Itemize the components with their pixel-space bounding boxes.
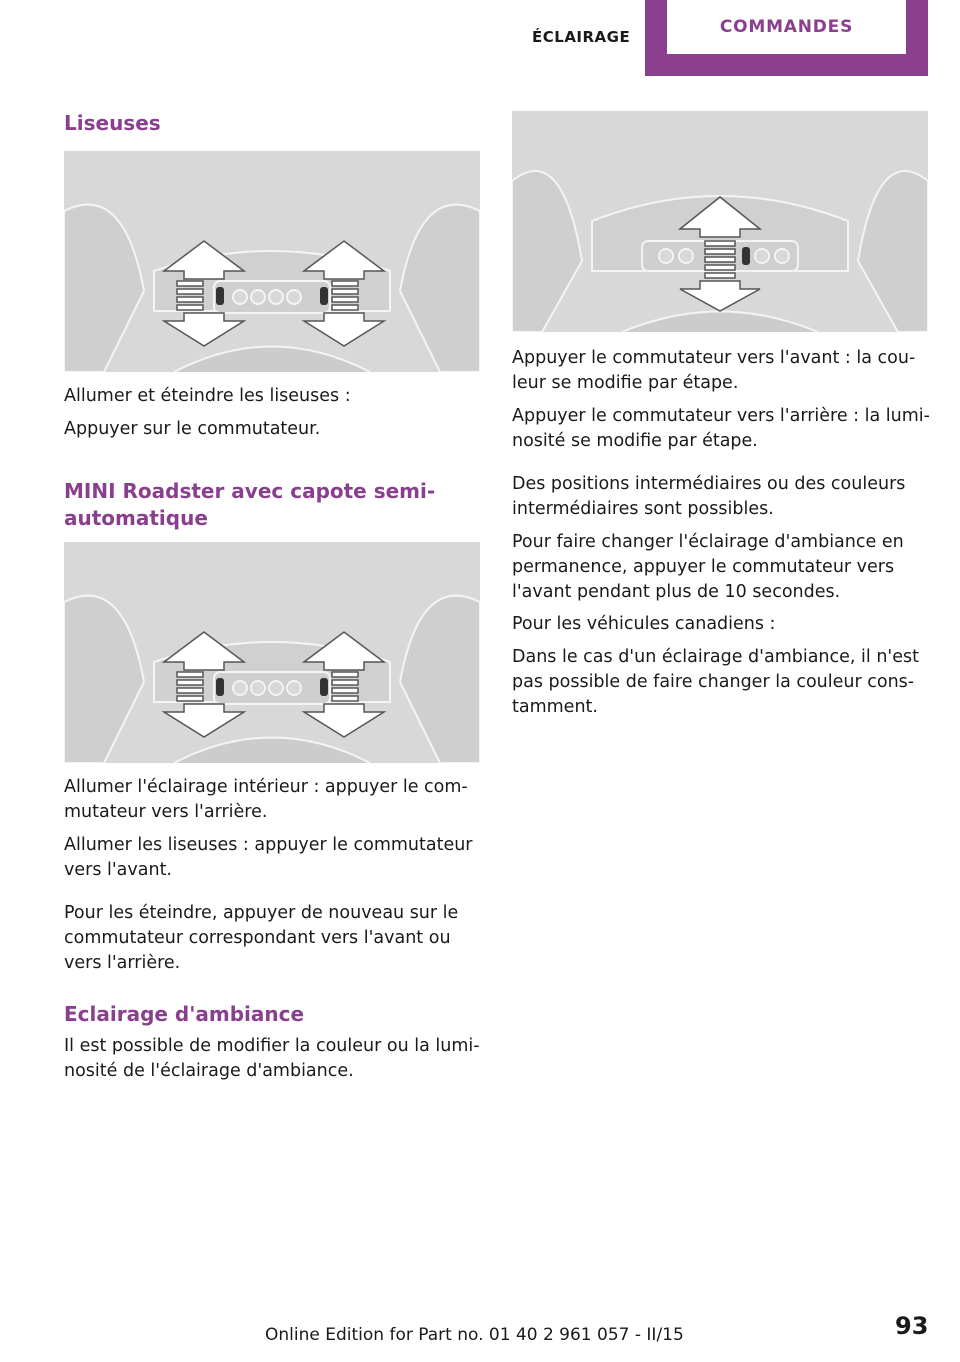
text-eteindre-line1: Pour les éteindre, appuyer de nouveau sur le: [64, 903, 459, 923]
text-ambiance-line1: Il est possible de modifier la couleur ou la lumi‐: [64, 1036, 480, 1056]
text-permanence-line2: permanence, appuyer le commutateur vers: [512, 557, 895, 577]
text-positions-line2: intermédiaires sont possibles.: [512, 499, 774, 519]
text-allumer-eclairage-line2: mutateur vers l'arrière.: [64, 802, 268, 822]
text-avant-couleur-line1: Appuyer le commutateur vers l'avant : la cou‐: [512, 348, 916, 368]
text-allumer-liseuses-line1: Allumer les liseuses : appuyer le commutateur: [64, 835, 473, 855]
heading-mini-roadster-line2: automatique: [64, 506, 208, 530]
figure-roadster-lights: [64, 542, 480, 763]
text-eteindre-line3: vers l'arrière.: [64, 953, 181, 973]
heading-liseuses: Liseuses: [64, 111, 161, 135]
heading-eclairage-ambiance: Eclairage d'ambiance: [64, 1002, 305, 1026]
text-allumer-liseuses-line2: vers l'avant.: [64, 860, 172, 880]
running-header-section: ÉCLAIRAGE: [532, 28, 631, 46]
footer-edition: Online Edition for Part no. 01 40 2 961 057 - II/15: [265, 1325, 684, 1345]
page-number: 93: [895, 1312, 929, 1340]
figure-ambient-light-switch: [512, 111, 928, 332]
text-canada-line1: Dans le cas d'un éclairage d'ambiance, il n'est: [512, 647, 919, 667]
text-allumer-liseuses: Allumer et éteindre les liseuses :: [64, 386, 351, 406]
text-canada-line3: tamment.: [512, 697, 598, 717]
text-permanence-line3: l'avant pendant plus de 10 secondes.: [512, 582, 841, 602]
text-allumer-eclairage-line1: Allumer l'éclairage intérieur : appuyer le com‐: [64, 777, 468, 797]
text-permanence-line1: Pour faire changer l'éclairage d'ambiance en: [512, 532, 904, 552]
text-vehicules-canadiens: Pour les véhicules canadiens :: [512, 614, 776, 634]
reading-lights-illustration: [64, 151, 480, 372]
roadster-lights-illustration: [64, 542, 480, 763]
text-positions-line1: Des positions intermédiaires ou des couleurs: [512, 474, 906, 494]
text-ambiance-line2: nosité de l'éclairage d'ambiance.: [64, 1061, 354, 1081]
chapter-title: COMMANDES: [719, 17, 854, 37]
heading-mini-roadster-line1: MINI Roadster avec capote semi‐: [64, 479, 436, 503]
text-arriere-luminosite-line1: Appuyer le commutateur vers l'arrière : la lumi‐: [512, 406, 930, 426]
chapter-tab: [645, 0, 928, 76]
figure-reading-lights: [64, 151, 480, 372]
chapter-tab-label-box: [667, 0, 906, 54]
ambient-switch-illustration: [512, 111, 928, 332]
text-arriere-luminosite-line2: nosité se modifie par étape.: [512, 431, 758, 451]
text-avant-couleur-line2: leur se modifie par étape.: [512, 373, 739, 393]
text-eteindre-line2: commutateur correspondant vers l'avant ou: [64, 928, 451, 948]
text-canada-line2: pas possible de faire changer la couleur cons‐: [512, 672, 915, 692]
text-appuyer-commutateur: Appuyer sur le commutateur.: [64, 419, 321, 439]
